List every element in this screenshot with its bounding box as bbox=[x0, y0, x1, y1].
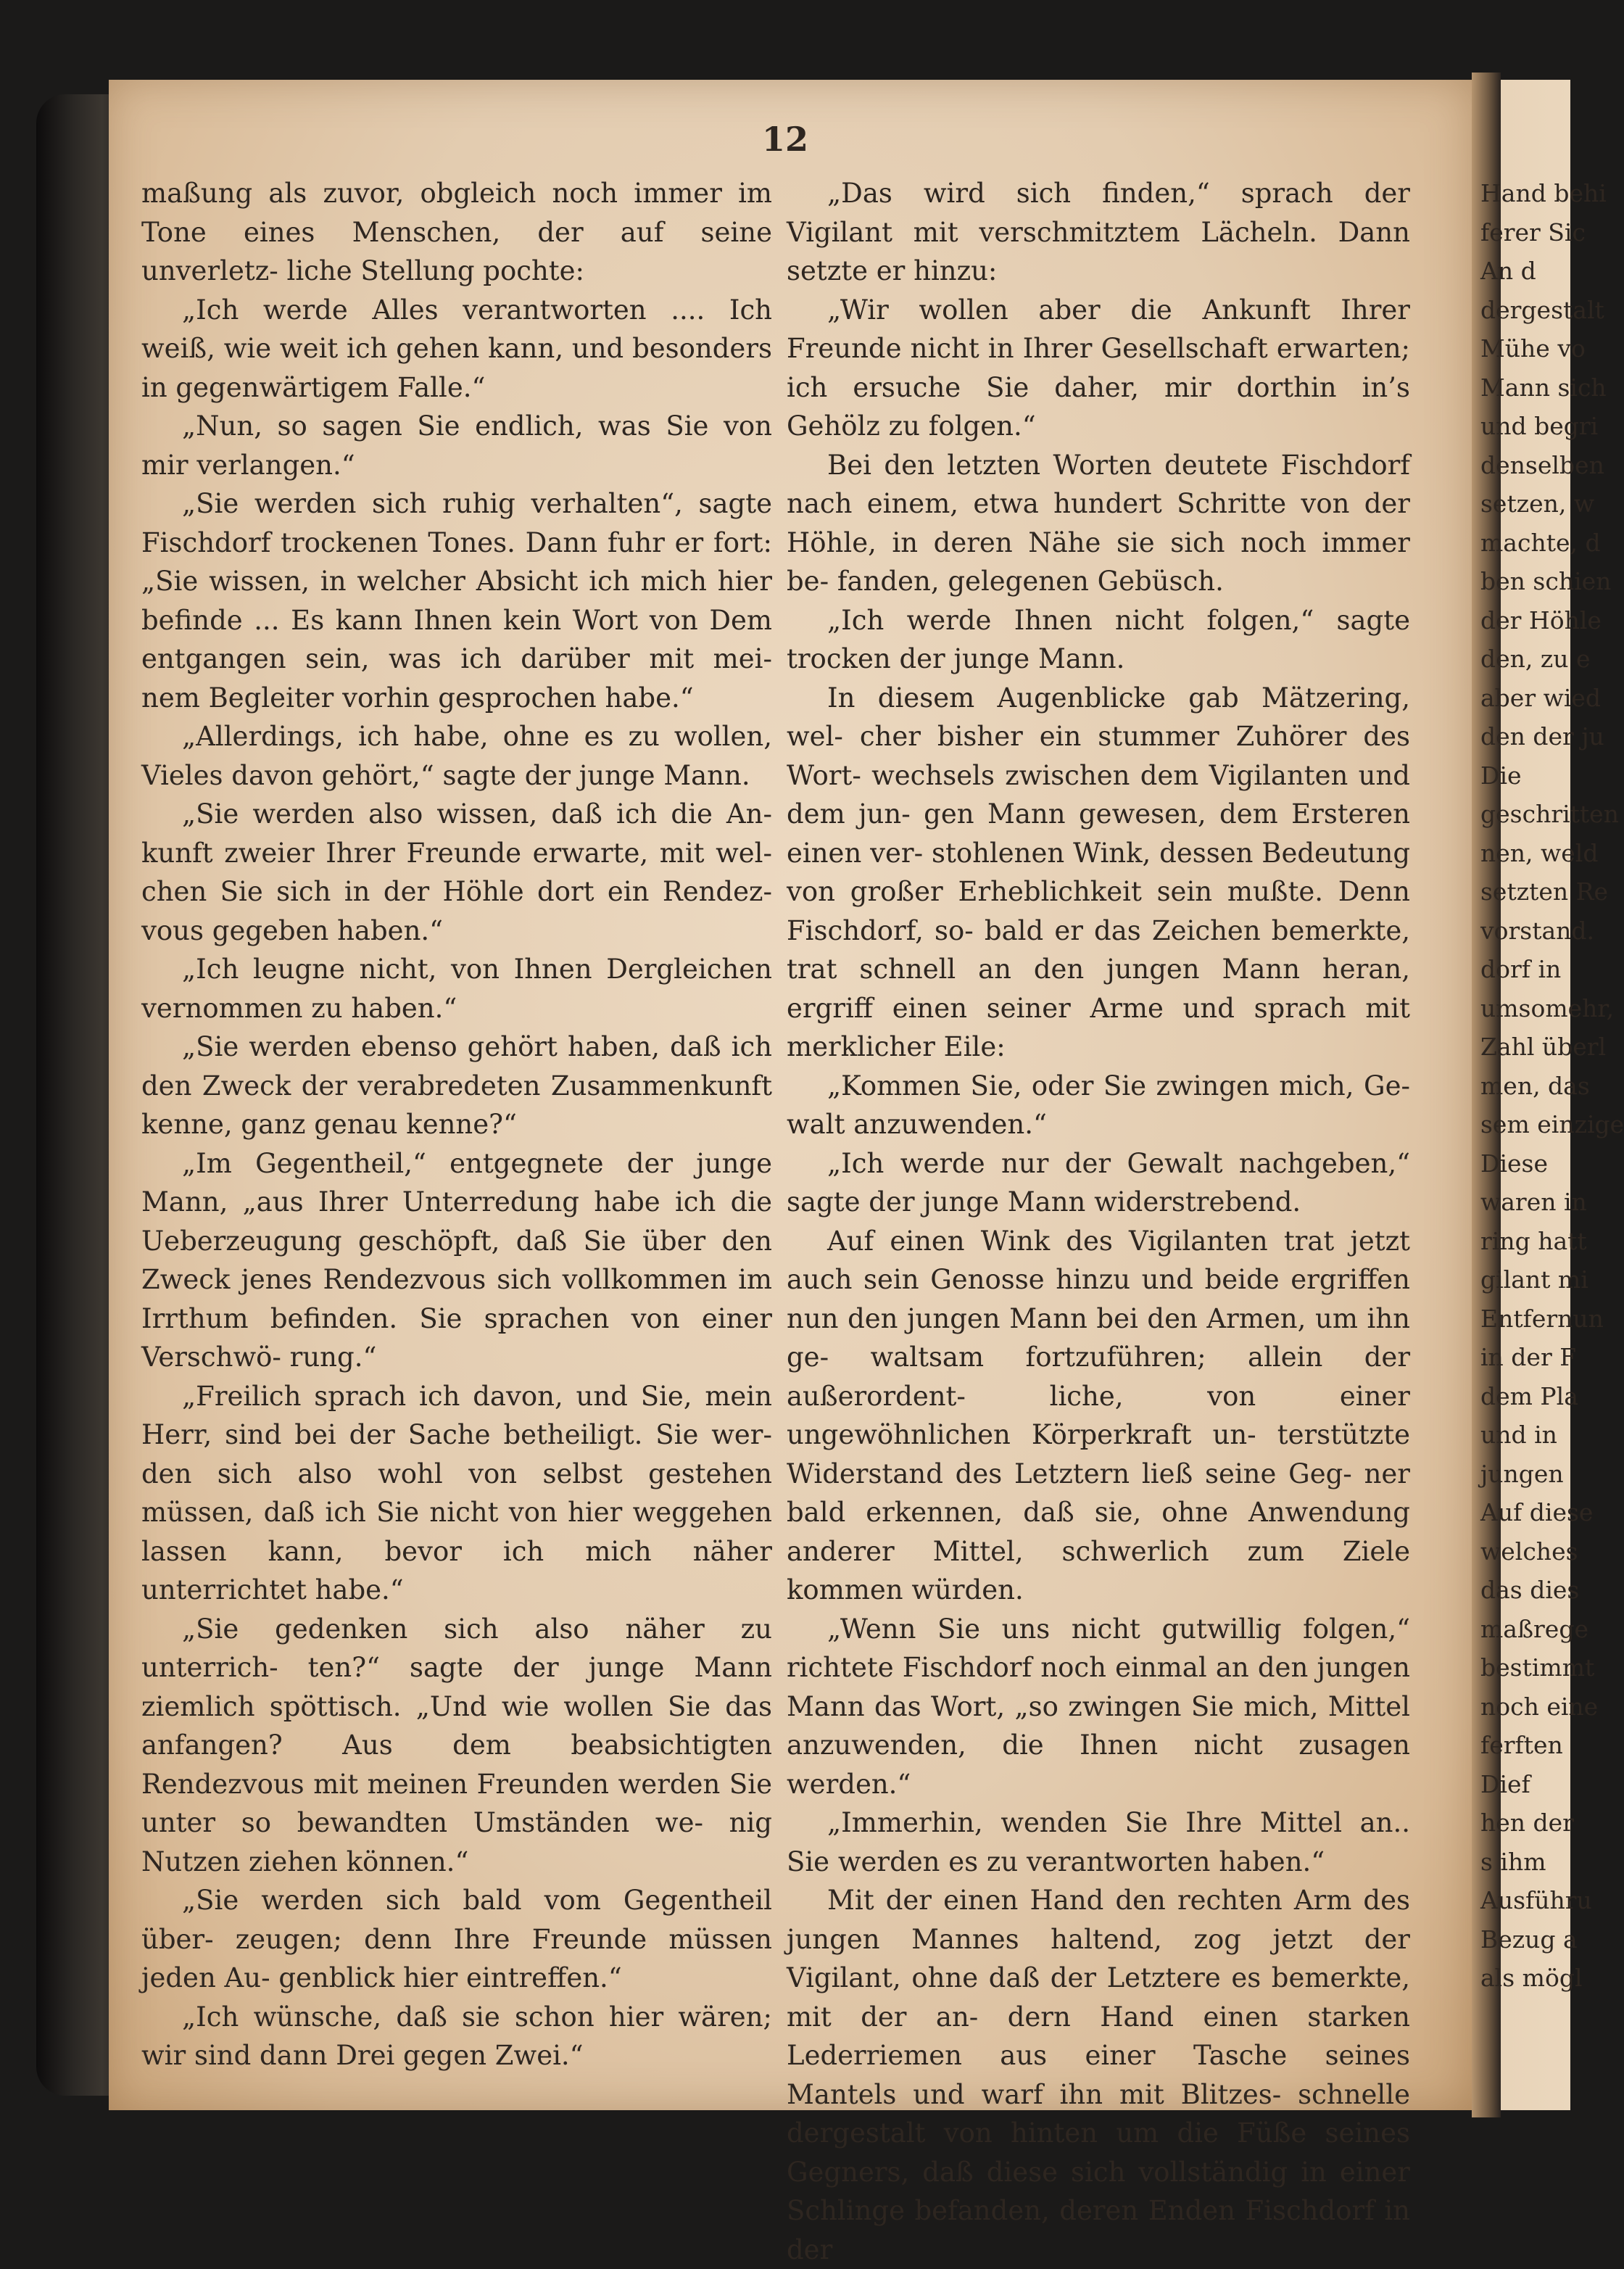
fragment-line: setzen, w bbox=[1480, 489, 1595, 518]
page-number: 12 bbox=[761, 120, 808, 159]
fragment-line: setzten Re bbox=[1480, 877, 1609, 906]
fragment-line: das dies bbox=[1480, 1576, 1580, 1604]
paragraph: „Freilich sprach ich davon, und Sie, mein Herr, sind bei der Sache betheiligt. Sie wer- den sich also wohl von selbst gestehen müssen, daß ich Sie nicht von hier weggehen lassen kann, bevor ich mich näher unterrichtet habe.“ bbox=[141, 1380, 772, 1605]
fragment-line: dem Pla bbox=[1480, 1381, 1578, 1410]
fragment-line: aber wied bbox=[1480, 683, 1602, 712]
left-text-column bbox=[141, 174, 772, 2075]
fragment-line: dergestalt bbox=[1480, 295, 1604, 324]
fragment-line: Zahl überl bbox=[1480, 1033, 1607, 1061]
fragment-line: Diese bbox=[1480, 1149, 1549, 1178]
fragment-line: als mögl bbox=[1480, 1964, 1583, 1992]
fragment-line: machte, d bbox=[1480, 528, 1601, 557]
paragraph: Mit der einen Hand den rechten Arm des jungen Mannes haltend, zog jetzt der Vigilant, ohne daß der Letztere es bemerkte, mit der an- dern Hand einen starken Lederriemen aus einer Tasche seines Mantels und warf ihn mit Blitzes- schnelle dergestalt von hinten um die Füße seines Gegners, daß diese sich vollständig in einer Schlinge befanden, deren Enden Fischdorf in der bbox=[787, 1885, 1410, 2265]
fragment-line: vorstand. bbox=[1480, 916, 1595, 945]
paragraph: „Ich wünsche, daß sie schon hier wären; wir sind dann Drei gegen Zwei.“ bbox=[141, 2001, 772, 2071]
paragraph: maßung als zuvor, obgleich noch immer im Tone eines Menschen, der auf seine unverletz- liche Stellung pochte: bbox=[141, 178, 772, 286]
fragment-line: den, zu e bbox=[1480, 645, 1591, 673]
fragment-line: ferer Sic bbox=[1480, 218, 1586, 247]
paragraph: Bei den letzten Worten deutete Fischdorf nach einem, etwa hundert Schritte von der Höhle, in deren Nähe sie sich noch immer be- fanden, gelegenen Gebüsch. bbox=[787, 449, 1410, 597]
paragraph: „Kommen Sie, oder Sie zwingen mich, Ge- walt anzuwenden.“ bbox=[787, 1070, 1410, 1140]
fragment-line: dorf in bbox=[1480, 955, 1562, 983]
fragment-line: Auf diese bbox=[1480, 1498, 1594, 1526]
fragment-line: Die bbox=[1480, 761, 1522, 790]
fragment-line: ben schien bbox=[1480, 567, 1612, 595]
fragment-line: Dief bbox=[1480, 1769, 1530, 1798]
paragraph: In diesem Augenblicke gab Mätzering, wel- cher bisher ein stummer Zuhörer des Wort- wechsels zwischen dem Vigilanten und dem jun- gen Mann gewesen, dem Ersteren einen ver- stohlenen Wink, dessen Bedeutung von großer Erheblichkeit sein mußte. Denn Fischdorf, so- bald er das Zeichen bemerkte, trat schnell an den jungen Mann heran, ergriff einen seiner Arme und sprach mit merklicher Eile: bbox=[787, 682, 1410, 1062]
fragment-line: welches bbox=[1480, 1537, 1578, 1566]
paragraph: „Wenn Sie uns nicht gutwillig folgen,“ richtete Fischdorf noch einmal an den jungen Mann das Wort, „so zwingen Sie mich, Mittel anzuwenden, die Ihnen nicht zusagen werden.“ bbox=[787, 1613, 1410, 1800]
fragment-line: der Höhle bbox=[1480, 606, 1602, 635]
fragment-line: geschritten bbox=[1480, 800, 1619, 828]
fragment-line: noch eine bbox=[1480, 1692, 1599, 1721]
fragment-line: s ihm bbox=[1480, 1847, 1546, 1876]
fragment-line: waren in bbox=[1480, 1188, 1587, 1216]
fragment-line: und begri bbox=[1480, 412, 1599, 440]
fragment-line: An d bbox=[1480, 257, 1536, 285]
paragraph: „Immerhin, wenden Sie Ihre Mittel an.. Sie werden es zu verantworten haben.“ bbox=[787, 1807, 1410, 1877]
paragraph: „Allerdings, ich habe, ohne es zu wollen, Vieles davon gehört,“ sagte der junge Mann. bbox=[141, 721, 772, 791]
paragraph: „Sie werden ebenso gehört haben, daß ich den Zweck der verabredeten Zusammenkunft kenne, ganz genau kenne?“ bbox=[141, 1031, 772, 1140]
next-page-text-fragments bbox=[1480, 174, 1624, 1998]
paragraph: „Sie gedenken sich also näher zu unterrich- ten?“ sagte der junge Mann ziemlich spöttisch. „Und wie wollen Sie das anfangen? Aus dem beabsichtigten Rendezvous mit meinen Freunden werden Sie unter so bewandten Umständen we- nig Nutzen ziehen können.“ bbox=[141, 1613, 772, 1877]
paragraph: „Das wird sich finden,“ sprach der Vigilant mit verschmitztem Lächeln. Dann setzte er hinzu: bbox=[787, 178, 1410, 286]
paragraph: „Wir wollen aber die Ankunft Ihrer Freunde nicht in Ihrer Gesellschaft erwarten; ich ersuche Sie daher, mir dorthin in’s Gehölz zu folgen.“ bbox=[787, 294, 1410, 442]
paragraph: „Sie werden sich ruhig verhalten“, sagte Fischdorf trockenen Tones. Dann fuhr er fort: „Sie wissen, in welcher Absicht ich mich hier befinde ... Es kann Ihnen kein Wort von Dem entgangen sein, was ich darüber mit mei- nem Begleiter vorhin gesprochen habe.“ bbox=[141, 488, 772, 714]
fragment-line: in der F bbox=[1480, 1343, 1577, 1371]
fragment-line: Mann sich bbox=[1480, 373, 1607, 402]
fragment-line: bestimmt bbox=[1480, 1653, 1595, 1682]
fragment-line: men, das bbox=[1480, 1071, 1590, 1100]
fragment-line: Hand behi bbox=[1480, 179, 1607, 207]
paragraph: „Nun, so sagen Sie endlich, was Sie von mir verlangen.“ bbox=[141, 410, 772, 481]
fragment-line: hen der bbox=[1480, 1809, 1574, 1837]
fragment-line: ring hatt bbox=[1480, 1226, 1587, 1255]
fragment-line: jungen bbox=[1480, 1459, 1564, 1488]
paragraph: Auf einen Wink des Vigilanten trat jetzt auch sein Genosse hinzu und beide ergriffen nun den jungen Mann bei den Armen, um ihn ge- waltsam fortzuführen; allein der außerordent- liche, von einer ungewöhnlichen Körperkraft un- terstützte Widerstand des Letztern ließ seine Geg- ner bald erkennen, daß sie, ohne Anwendung anderer Mittel, schwerlich zum Ziele kommen würden. bbox=[787, 1225, 1410, 1605]
paragraph: „Ich werde Ihnen nicht folgen,“ sagte trocken der junge Mann. bbox=[787, 604, 1410, 674]
right-text-column bbox=[787, 174, 1410, 2269]
paragraph: „Ich leugne nicht, von Ihnen Dergleichen vernommen zu haben.“ bbox=[141, 954, 772, 1024]
fragment-line: umsomehr, bbox=[1480, 993, 1615, 1022]
paragraph: „Im Gegentheil,“ entgegnete der junge Mann, „aus Ihrer Unterredung habe ich die Ueberzeugung geschöpft, daß Sie über den Zweck jenes Rendezvous sich vollkommen im Irrthum befinden. Sie sprachen von einer Verschwö- rung.“ bbox=[141, 1147, 772, 1373]
fragment-line: Entfernun bbox=[1480, 1304, 1604, 1333]
paragraph: „Ich werde Alles verantworten .... Ich weiß, wie weit ich gehen kann, und besonders in gegenwärtigem Falle.“ bbox=[141, 294, 772, 403]
paragraph: „Ich werde nur der Gewalt nachgeben,“ sagte der junge Mann widerstrebend. bbox=[787, 1147, 1410, 1218]
fragment-line: den der ju bbox=[1480, 722, 1604, 751]
fragment-line: gilant mi bbox=[1480, 1265, 1588, 1294]
fragment-line: Mühe vo bbox=[1480, 334, 1586, 363]
fragment-line: sem einzige bbox=[1480, 1110, 1624, 1138]
fragment-line: Bezug a bbox=[1480, 1925, 1578, 1954]
paragraph: „Sie werden also wissen, daß ich die An- kunft zweier Ihrer Freunde erwarte, mit wel- chen Sie sich in der Höhle dort ein Rendez- vous gegeben haben.“ bbox=[141, 798, 772, 946]
fragment-line: Ausführu bbox=[1480, 1886, 1592, 1914]
fragment-line: denselben bbox=[1480, 450, 1604, 479]
fragment-line: ferften bbox=[1480, 1731, 1563, 1759]
fragment-line: maßrege bbox=[1480, 1614, 1588, 1643]
fragment-line: nen, weld bbox=[1480, 838, 1599, 867]
fragment-line: und in bbox=[1480, 1421, 1557, 1449]
paragraph: „Sie werden sich bald vom Gegentheil über- zeugen; denn Ihre Freunde müssen jeden Au- genblick hier eintreffen.“ bbox=[141, 1885, 772, 1993]
